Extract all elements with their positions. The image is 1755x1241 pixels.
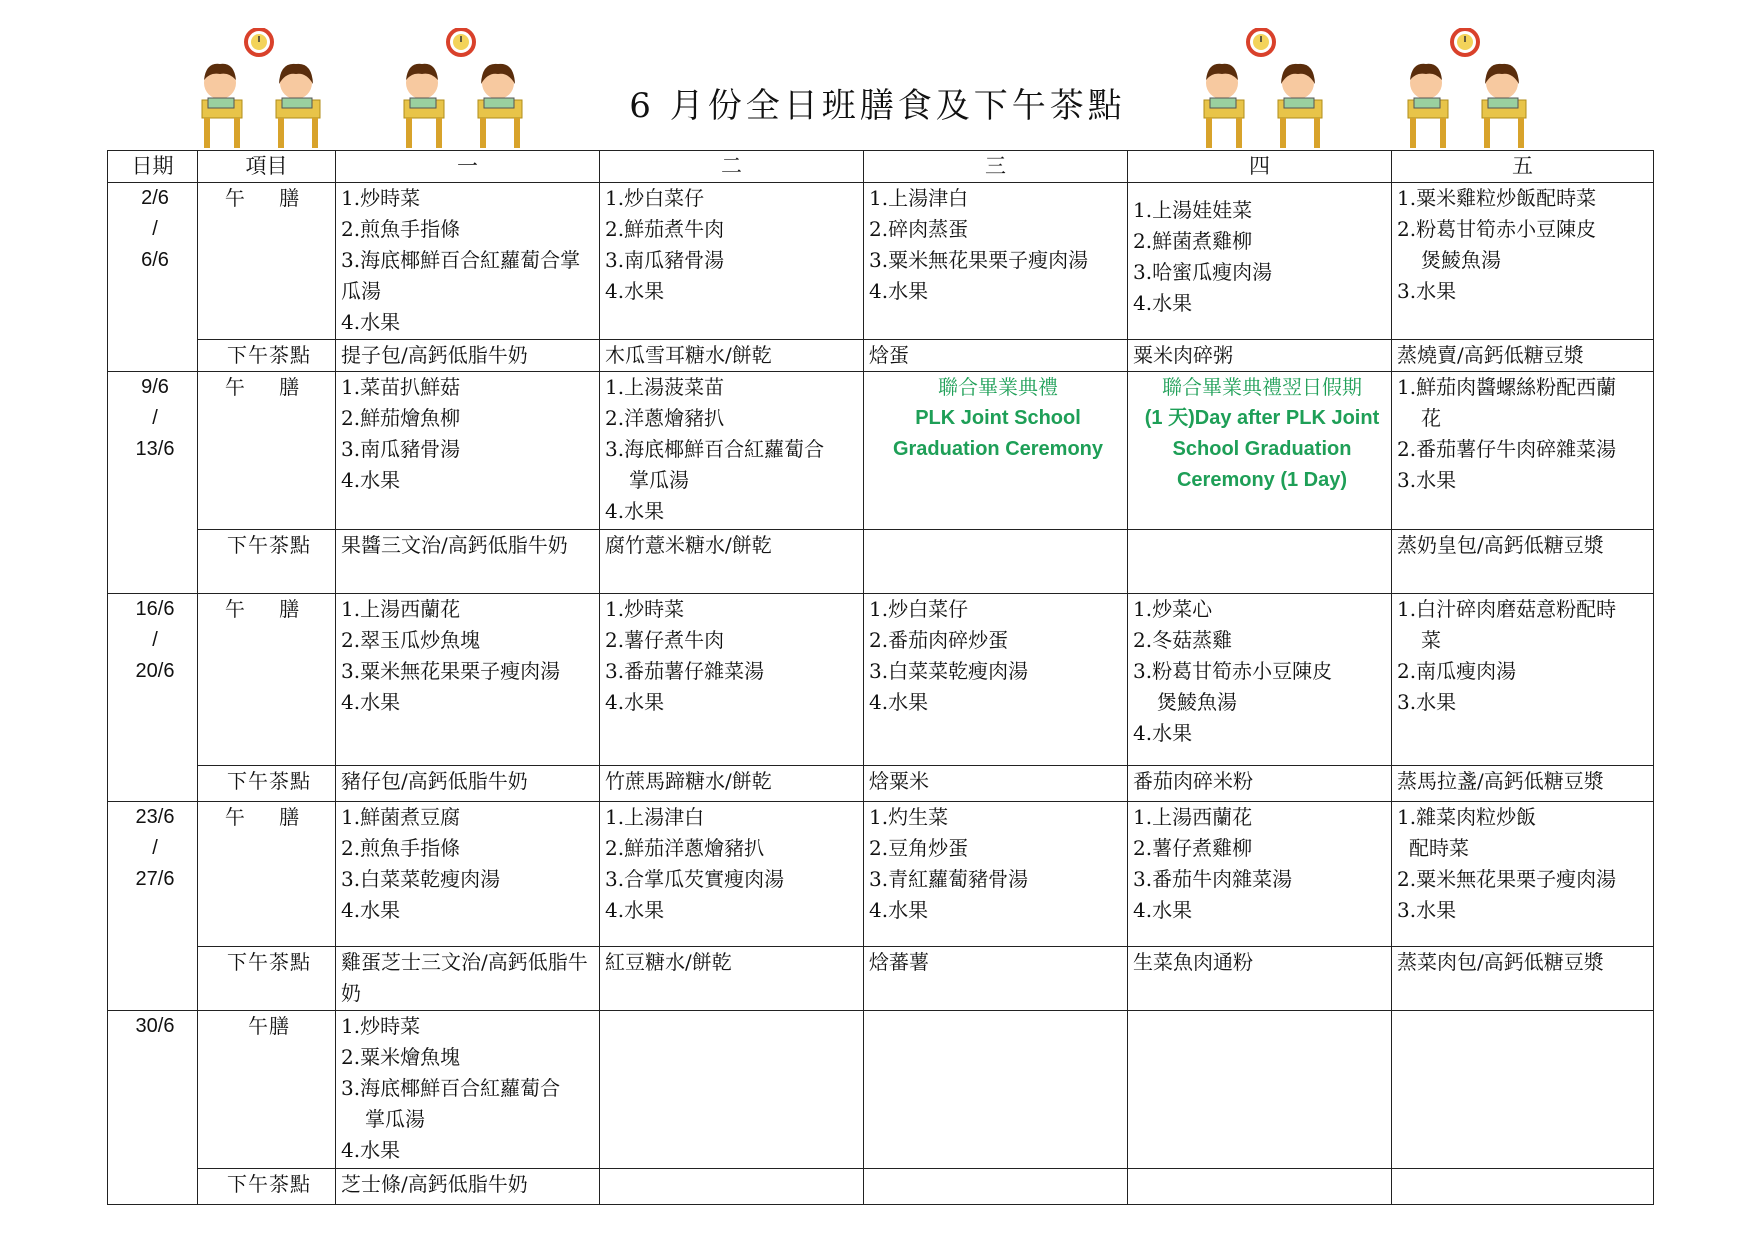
snack-label: 下午茶點 — [198, 766, 336, 802]
week3-wed-snack: 焓粟米 — [864, 766, 1128, 802]
week1-thu-snack: 粟米肉碎粥 — [1128, 340, 1392, 372]
week2-thu-snack — [1128, 530, 1392, 594]
week5-mon-snack: 芝士條/高鈣低脂牛奶 — [336, 1169, 600, 1205]
week1-lunch-row — [108, 183, 1654, 340]
week3-wed-lunch: 1.炒白菜仔 2.番茄肉碎炒蛋 3.白菜菜乾瘦肉湯 4.水果 — [864, 594, 1128, 766]
lunch-label: 午 膳 — [198, 594, 336, 766]
lunch-label: 午膳 — [198, 1011, 336, 1169]
week5-fri-lunch — [1392, 1011, 1654, 1169]
week5-thu-lunch — [1128, 1011, 1392, 1169]
header-row — [108, 151, 1654, 183]
week2-tue-snack: 腐竹薏米糖水/餅乾 — [600, 530, 864, 594]
snack-label: 下午茶點 — [198, 1169, 336, 1205]
week4-lunch-row — [108, 802, 1654, 947]
week3-tue-lunch: 1.炒時菜 2.薯仔煮牛肉 3.番茄薯仔雜菜湯 4.水果 — [600, 594, 864, 766]
week1-snack-row — [108, 340, 1654, 372]
week3-snack-row — [108, 766, 1654, 802]
header-mon: 一 — [336, 151, 600, 183]
week2-mon-snack: 果醬三文治/高鈣低脂牛奶 — [336, 530, 600, 594]
week5-mon-lunch: 1.炒時菜 2.粟米燴魚塊 3.海底椰鮮百合紅蘿蔔合 掌瓜湯 4.水果 — [336, 1011, 600, 1169]
week5-date: 30/6 — [108, 1011, 198, 1205]
week5-wed-snack — [864, 1169, 1128, 1205]
week1-date: 2/6 / 6/6 — [108, 183, 198, 372]
week5-snack-row — [108, 1169, 1654, 1205]
week4-mon-lunch: 1.鮮菌煮豆腐 2.煎魚手指條 3.白菜菜乾瘦肉湯 4.水果 — [336, 802, 600, 947]
week4-tue-lunch: 1.上湯津白 2.鮮茄洋蔥燴豬扒 3.合掌瓜芡實瘦肉湯 4.水果 — [600, 802, 864, 947]
week4-date: 23/6 / 27/6 — [108, 802, 198, 1011]
week2-date: 9/6 / 13/6 — [108, 372, 198, 594]
week1-wed-snack: 焓蛋 — [864, 340, 1128, 372]
week2-tue-lunch: 1.上湯菠菜苗 2.洋蔥燴豬扒 3.海底椰鮮百合紅蘿蔔合 掌瓜湯 4.水果 — [600, 372, 864, 530]
week3-thu-lunch: 1.炒菜心 2.冬菇蒸雞 3.粉葛甘筍赤小豆陳皮 煲鯪魚湯 4.水果 — [1128, 594, 1392, 766]
week4-mon-snack: 雞蛋芝士三文治/高鈣低脂牛奶 — [336, 947, 600, 1011]
week4-snack-row — [108, 947, 1654, 1011]
week2-mon-lunch: 1.菜苗扒鮮菇 2.鮮茄燴魚柳 3.南瓜豬骨湯 4.水果 — [336, 372, 600, 530]
week1-wed-lunch: 1.上湯津白 2.碎肉蒸蛋 3.粟米無花果栗子瘦肉湯 4.水果 — [864, 183, 1128, 340]
week2-wed-snack — [864, 530, 1128, 594]
week3-tue-snack: 竹蔗馬蹄糖水/餅乾 — [600, 766, 864, 802]
snack-label: 下午茶點 — [198, 340, 336, 372]
week2-snack-row — [108, 530, 1654, 594]
header-date: 日期 — [108, 151, 198, 183]
page-title: 6 月份全日班膳食及下午茶點 — [629, 86, 1126, 126]
week2-fri-lunch: 1.鮮茄肉醬螺絲粉配西蘭 花 2.番茄薯仔牛肉碎雜菜湯 3.水果 — [1392, 372, 1654, 530]
week5-wed-lunch — [864, 1011, 1128, 1169]
week4-thu-lunch: 1.上湯西蘭花 2.薯仔煮雞柳 3.番茄牛肉雜菜湯 4.水果 — [1128, 802, 1392, 947]
week1-tue-snack: 木瓜雪耳糖水/餅乾 — [600, 340, 864, 372]
week1-tue-lunch: 1.炒白菜仔 2.鮮茄煮牛肉 3.南瓜豬骨湯 4.水果 — [600, 183, 864, 340]
week3-lunch-row — [108, 594, 1654, 766]
week4-tue-snack: 紅豆糖水/餅乾 — [600, 947, 864, 1011]
week3-mon-snack: 豬仔包/高鈣低脂牛奶 — [336, 766, 600, 802]
week4-fri-lunch: 1.雜菜肉粒炒飯 配時菜 2.粟米無花果栗子瘦肉湯 3.水果 — [1392, 802, 1654, 947]
header-wed: 三 — [864, 151, 1128, 183]
week2-fri-snack: 蒸奶皇包/高鈣低糖豆漿 — [1392, 530, 1654, 594]
menu-table — [107, 150, 1654, 1205]
week1-fri-snack: 蒸燒賣/高鈣低糖豆漿 — [1392, 340, 1654, 372]
week5-tue-lunch — [600, 1011, 864, 1169]
week5-fri-snack — [1392, 1169, 1654, 1205]
week4-fri-snack: 蒸菜肉包/高鈣低糖豆漿 — [1392, 947, 1654, 1011]
week1-mon-lunch: 1.炒時菜 2.煎魚手指條 3.海底椰鮮百合紅蘿蔔合掌瓜湯 4.水果 — [336, 183, 600, 340]
lunch-label: 午 膳 — [198, 802, 336, 947]
week3-fri-lunch: 1.白汁碎肉磨菇意粉配時 菜 2.南瓜瘦肉湯 3.水果 — [1392, 594, 1654, 766]
lunch-label: 午 膳 — [198, 183, 336, 340]
week3-fri-snack: 蒸馬拉盞/高鈣低糖豆漿 — [1392, 766, 1654, 802]
week3-date: 16/6 / 20/6 — [108, 594, 198, 802]
header-tue: 二 — [600, 151, 864, 183]
week2-thu-event: 聯合畢業典禮翌日假期 (1 天)Day after PLK Joint School Graduation Ceremony (1 Day) — [1128, 372, 1392, 530]
snack-label: 下午茶點 — [198, 947, 336, 1011]
week4-wed-lunch: 1.灼生菜 2.豆角炒蛋 3.青紅蘿蔔豬骨湯 4.水果 — [864, 802, 1128, 947]
week1-fri-lunch: 1.粟米雞粒炒飯配時菜 2.粉葛甘筍赤小豆陳皮 煲鯪魚湯 3.水果 — [1392, 183, 1654, 340]
header-fri: 五 — [1392, 151, 1654, 183]
week4-thu-snack: 生菜魚肉通粉 — [1128, 947, 1392, 1011]
week3-thu-snack: 番茄肉碎米粉 — [1128, 766, 1392, 802]
week3-mon-lunch: 1.上湯西蘭花 2.翠玉瓜炒魚塊 3.粟米無花果栗子瘦肉湯 4.水果 — [336, 594, 600, 766]
week1-mon-snack: 提子包/高鈣低脂牛奶 — [336, 340, 600, 372]
week4-wed-snack: 焓蕃薯 — [864, 947, 1128, 1011]
header-thu: 四 — [1128, 151, 1392, 183]
header-item: 項目 — [198, 151, 336, 183]
lunch-label: 午 膳 — [198, 372, 336, 530]
snack-label: 下午茶點 — [198, 530, 336, 594]
week5-tue-snack — [600, 1169, 864, 1205]
week5-thu-snack — [1128, 1169, 1392, 1205]
week1-thu-lunch: 1.上湯娃娃菜 2.鮮菌煮雞柳 3.哈蜜瓜瘦肉湯 4.水果 — [1128, 183, 1392, 340]
week2-lunch-row — [108, 372, 1654, 530]
week2-wed-event: 聯合畢業典禮 PLK Joint School Graduation Ceremony — [864, 372, 1128, 530]
week5-lunch-row — [108, 1011, 1654, 1169]
